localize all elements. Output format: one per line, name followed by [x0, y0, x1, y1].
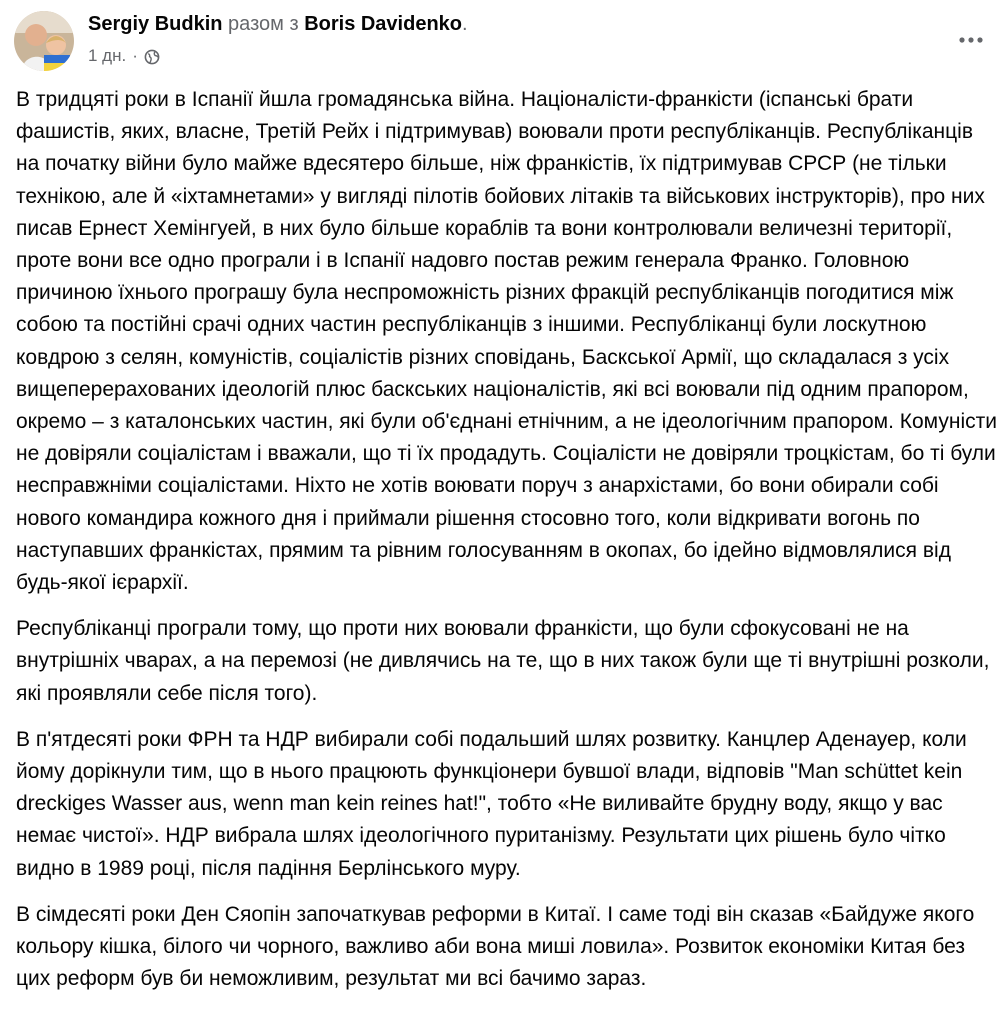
post-header [0, 0, 1007, 80]
post-paragraph: В сімдесяті роки Ден Сяопін започаткував реформи в Китаї. І саме тоді він сказав «Байдуже якого кольору кішка, білого чи чорного, важливо аби вона миші ловила». Розвиток економіки Китая без цих реформ був би неможливим, результат ми всі бачимо зараз. [16, 902, 975, 991]
avatar-image [14, 11, 74, 71]
post-paragraph: В тридцяті роки в Іспанії йшла громадянська війна. Націоналісти-франкісти (іспанські брати фашистів, яких, власне, Третій Рейх і підтримував) воювали проти республіканців. Республіканців на початку війни було майже вдесятеро більше, ніж франкістів, їх підтримував СРСР (не тільки технікою, але й «іхтамнетами» у вигляді пілотів бойових літаків та військових інструкторів), про них писав Ернест Хемінгуей, в них було більше кораблів та вони контролювали величезні території, проте вони все одно програли і в Іспанії надовго постав режим генерала Франко. Головною причиною їхнього програшу була неспроможність різних фракцій республіканців погодитися між собою та постійні срачі одних частин республіканців з іншими. Республіканці були лоскутною ковдрою з селян, комуністів, соціалістів різних сповідань, Баскської Армії, що складалася з усіх вищеперерахованих ідеологій плюс баскських націоналістів, які всі воювали під одним прапором, окремо – з каталонських частин, які були об'єднані етнічним, а не ідеологічним прапором. Комуністи не довіряли соціалістам і вважали, що ті їх продадуть. Соціалісти не довіряли троцкістам, бо ті були несправжніми соціалістами. Ніхто не хотів воювати поруч з анархістами, бо вони обирали собі нового командира кожного дня і приймали рішення стосовно того, коли відкривати вогонь по наступавших франкістах, прямим та рівним голосуванням в окопах, бо ідейно відмовлялися від будь-якої ієрархії. [16, 88, 997, 595]
with-text: разом з [228, 13, 299, 35]
period: . [462, 13, 468, 35]
more-options-button[interactable] [953, 22, 989, 58]
more-horizontal-icon [958, 36, 984, 44]
post-meta [88, 44, 160, 68]
meta-separator: · [132, 46, 138, 65]
globe-icon [144, 48, 160, 64]
author-line [88, 10, 468, 38]
post-paragraph: В п'ятдесяті роки ФРН та НДР вибирали собі подальший шлях розвитку. Канцлер Аденауер, коли йому дорікнули тим, що в нього працюють функціонери бувшої влади, відповів "Man schüttet kein dreckiges Wasser aus, wenn man kein reines hat!", тобто «Не виливайте брудну воду, якщо у вас немає чистої». НДР вибрала шлях ідеологічного пуританізму. Результати цих рішень було чітко видно в 1989 році, після падіння Берлінського муру. [16, 727, 967, 880]
post-timestamp[interactable]: 1 дн. [88, 46, 127, 65]
author-name[interactable]: Sergiy Budkin [88, 13, 223, 35]
post-body [16, 84, 1001, 1009]
avatar[interactable] [14, 11, 74, 71]
post-paragraph: Республіканці програли тому, що проти них воювали франкісти, що були сфокусовані не на внутрішніх чварах, а на перемозі (не дивлячись на те, що в них також були ще ті внутрішні розколи, які проявляли себе після того). [16, 617, 990, 705]
coauthor-name[interactable]: Boris Davidenko [304, 13, 463, 35]
